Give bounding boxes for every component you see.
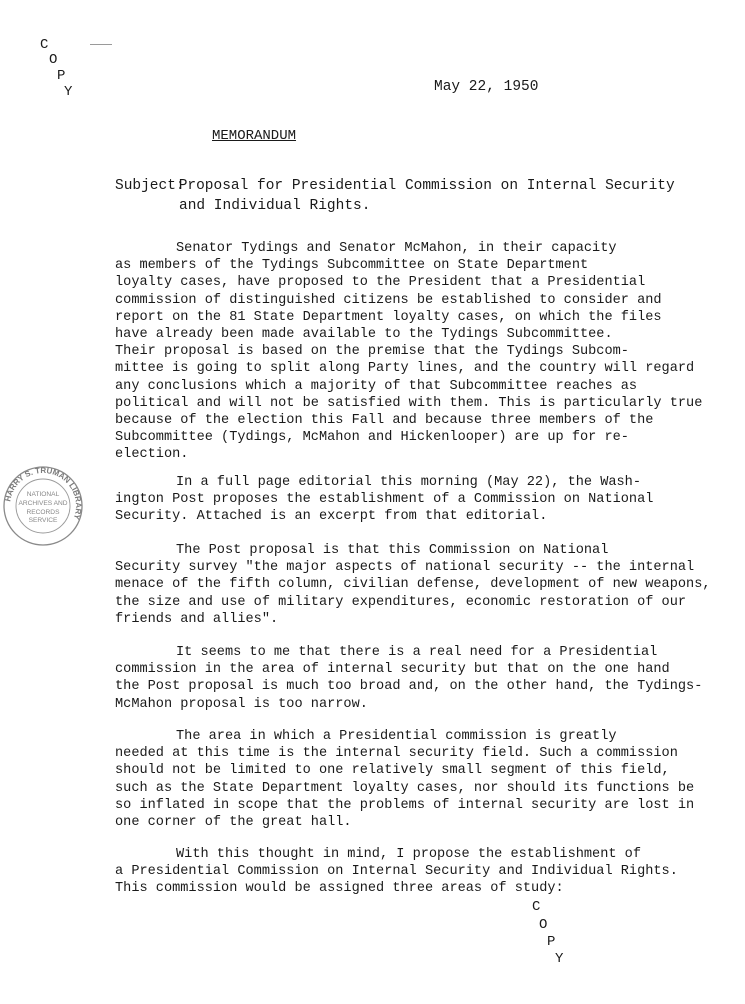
paragraph-line: Subcommittee (Tydings, McMahon and Hickenlooper) are up for re-	[115, 430, 629, 446]
paragraph-4	[115, 644, 745, 713]
paragraph-line: one corner of the great hall.	[115, 815, 352, 831]
paragraph-line: commission of distinguished citizens be established to consider and	[115, 292, 662, 308]
copy-mark-bottom-y: Y	[555, 951, 564, 967]
paragraph-line: commission in the area of internal security but that on the one hand	[115, 662, 670, 678]
paragraph-line: because of the election this Fall and because three members of the	[115, 413, 654, 429]
subject-text-1: Proposal for Presidential Commission on Internal Security	[178, 178, 675, 194]
paragraph-line: This commission would be assigned three areas of study:	[115, 881, 564, 897]
paragraph-6	[115, 846, 745, 898]
paragraph-line: as members of the Tydings Subcommittee on State Department	[115, 258, 589, 274]
memo-date: May 22, 1950	[434, 79, 539, 95]
paragraph-line: the size and use of military expenditures, economic restoration of our	[115, 594, 687, 610]
paragraph-line: needed at this time is the internal security field. Such a commission	[115, 746, 678, 762]
copy-mark-top-p: P	[57, 68, 66, 84]
paragraph-line: political and will not be satisfied with them. This is particularly true	[115, 395, 703, 411]
paragraph-line: such as the State Department loyalty cases, nor should its functions be	[115, 780, 695, 796]
paragraph-line: a Presidential Commission on Internal Security and Individual Rights.	[115, 864, 678, 880]
paragraph-line: mittee is going to split along Party lines, and the country will regard	[115, 361, 695, 377]
paragraph-line: any conclusions which a majority of that Subcommittee reaches as	[115, 378, 638, 394]
stray-mark	[90, 44, 112, 45]
paragraph-line: Security. Attached is an excerpt from that editorial.	[115, 509, 548, 525]
subject-label: Subject:	[115, 178, 185, 194]
archives-stamp-seal	[2, 465, 84, 547]
subject-text-2: and Individual Rights.	[179, 198, 371, 214]
paragraph-line: so inflated in scope that the problems of internal security are lost in	[115, 797, 695, 813]
paragraph-line: McMahon proposal is too narrow.	[115, 696, 368, 712]
paragraph-line: It seems to me that there is a real need for a Presidential	[176, 645, 658, 660]
stamp-inner-line-2: ARCHIVES AND	[18, 500, 68, 507]
copy-mark-bottom-o: O	[539, 917, 548, 933]
subject-line-2	[115, 196, 675, 216]
stamp-inner-line-3: RECORDS	[26, 509, 60, 516]
paragraph-line: The area in which a Presidential commission is greatly	[176, 729, 617, 744]
paragraph-line: Their proposal is based on the premise that the Tydings Subcom-	[115, 344, 629, 360]
paragraph-2	[115, 474, 745, 526]
paragraph-3	[115, 542, 745, 628]
paragraph-5	[115, 728, 745, 831]
paragraph-line: report on the 81 State Department loyalty cases, on which the files	[115, 309, 662, 325]
paragraph-line: menace of the fifth column, civilian defense, development of new weapons,	[115, 577, 711, 593]
paragraph-line: friends and allies".	[115, 611, 279, 627]
paragraph-line: In a full page editorial this morning (May 22), the Wash-	[176, 475, 641, 490]
copy-mark-bottom-c: C	[532, 899, 541, 915]
paragraph-line: election.	[115, 447, 189, 463]
copy-mark-top-o: O	[49, 52, 58, 68]
paragraph-line: ington Post proposes the establishment of a Commission on National	[115, 492, 654, 508]
paragraph-line: Security survey "the major aspects of national security -- the internal	[115, 560, 695, 576]
copy-mark-top-c: C	[40, 37, 49, 53]
copy-mark-top-y: Y	[64, 84, 73, 100]
paragraph-line: have already been made available to the Tydings Subcommittee.	[115, 327, 613, 343]
archives-stamp	[2, 465, 84, 547]
stamp-inner-line-4: SERVICE	[28, 517, 58, 524]
paragraph-line: With this thought in mind, I propose the establishment of	[176, 847, 641, 862]
paragraph-line: The Post proposal is that this Commission on National	[176, 543, 609, 558]
stamp-inner-line-1: NATIONAL	[26, 491, 60, 498]
copy-mark-bottom-p: P	[547, 934, 556, 950]
memo-subject	[115, 176, 675, 216]
paragraph-line: loyalty cases, have proposed to the President that a Presidential	[115, 275, 646, 291]
stamp-outer-text: HARRY S. TRUMAN LIBRARY	[3, 465, 84, 521]
paragraph-line: the Post proposal is much too broad and, on the other hand, the Tydings-	[115, 679, 703, 695]
paragraph-line: Senator Tydings and Senator McMahon, in their capacity	[176, 241, 617, 256]
memo-heading: MEMORANDUM	[212, 128, 297, 144]
subject-line-1	[115, 176, 675, 196]
paragraph-line: should not be limited to one relatively small segment of this field,	[115, 763, 670, 779]
paragraph-1	[115, 240, 745, 464]
